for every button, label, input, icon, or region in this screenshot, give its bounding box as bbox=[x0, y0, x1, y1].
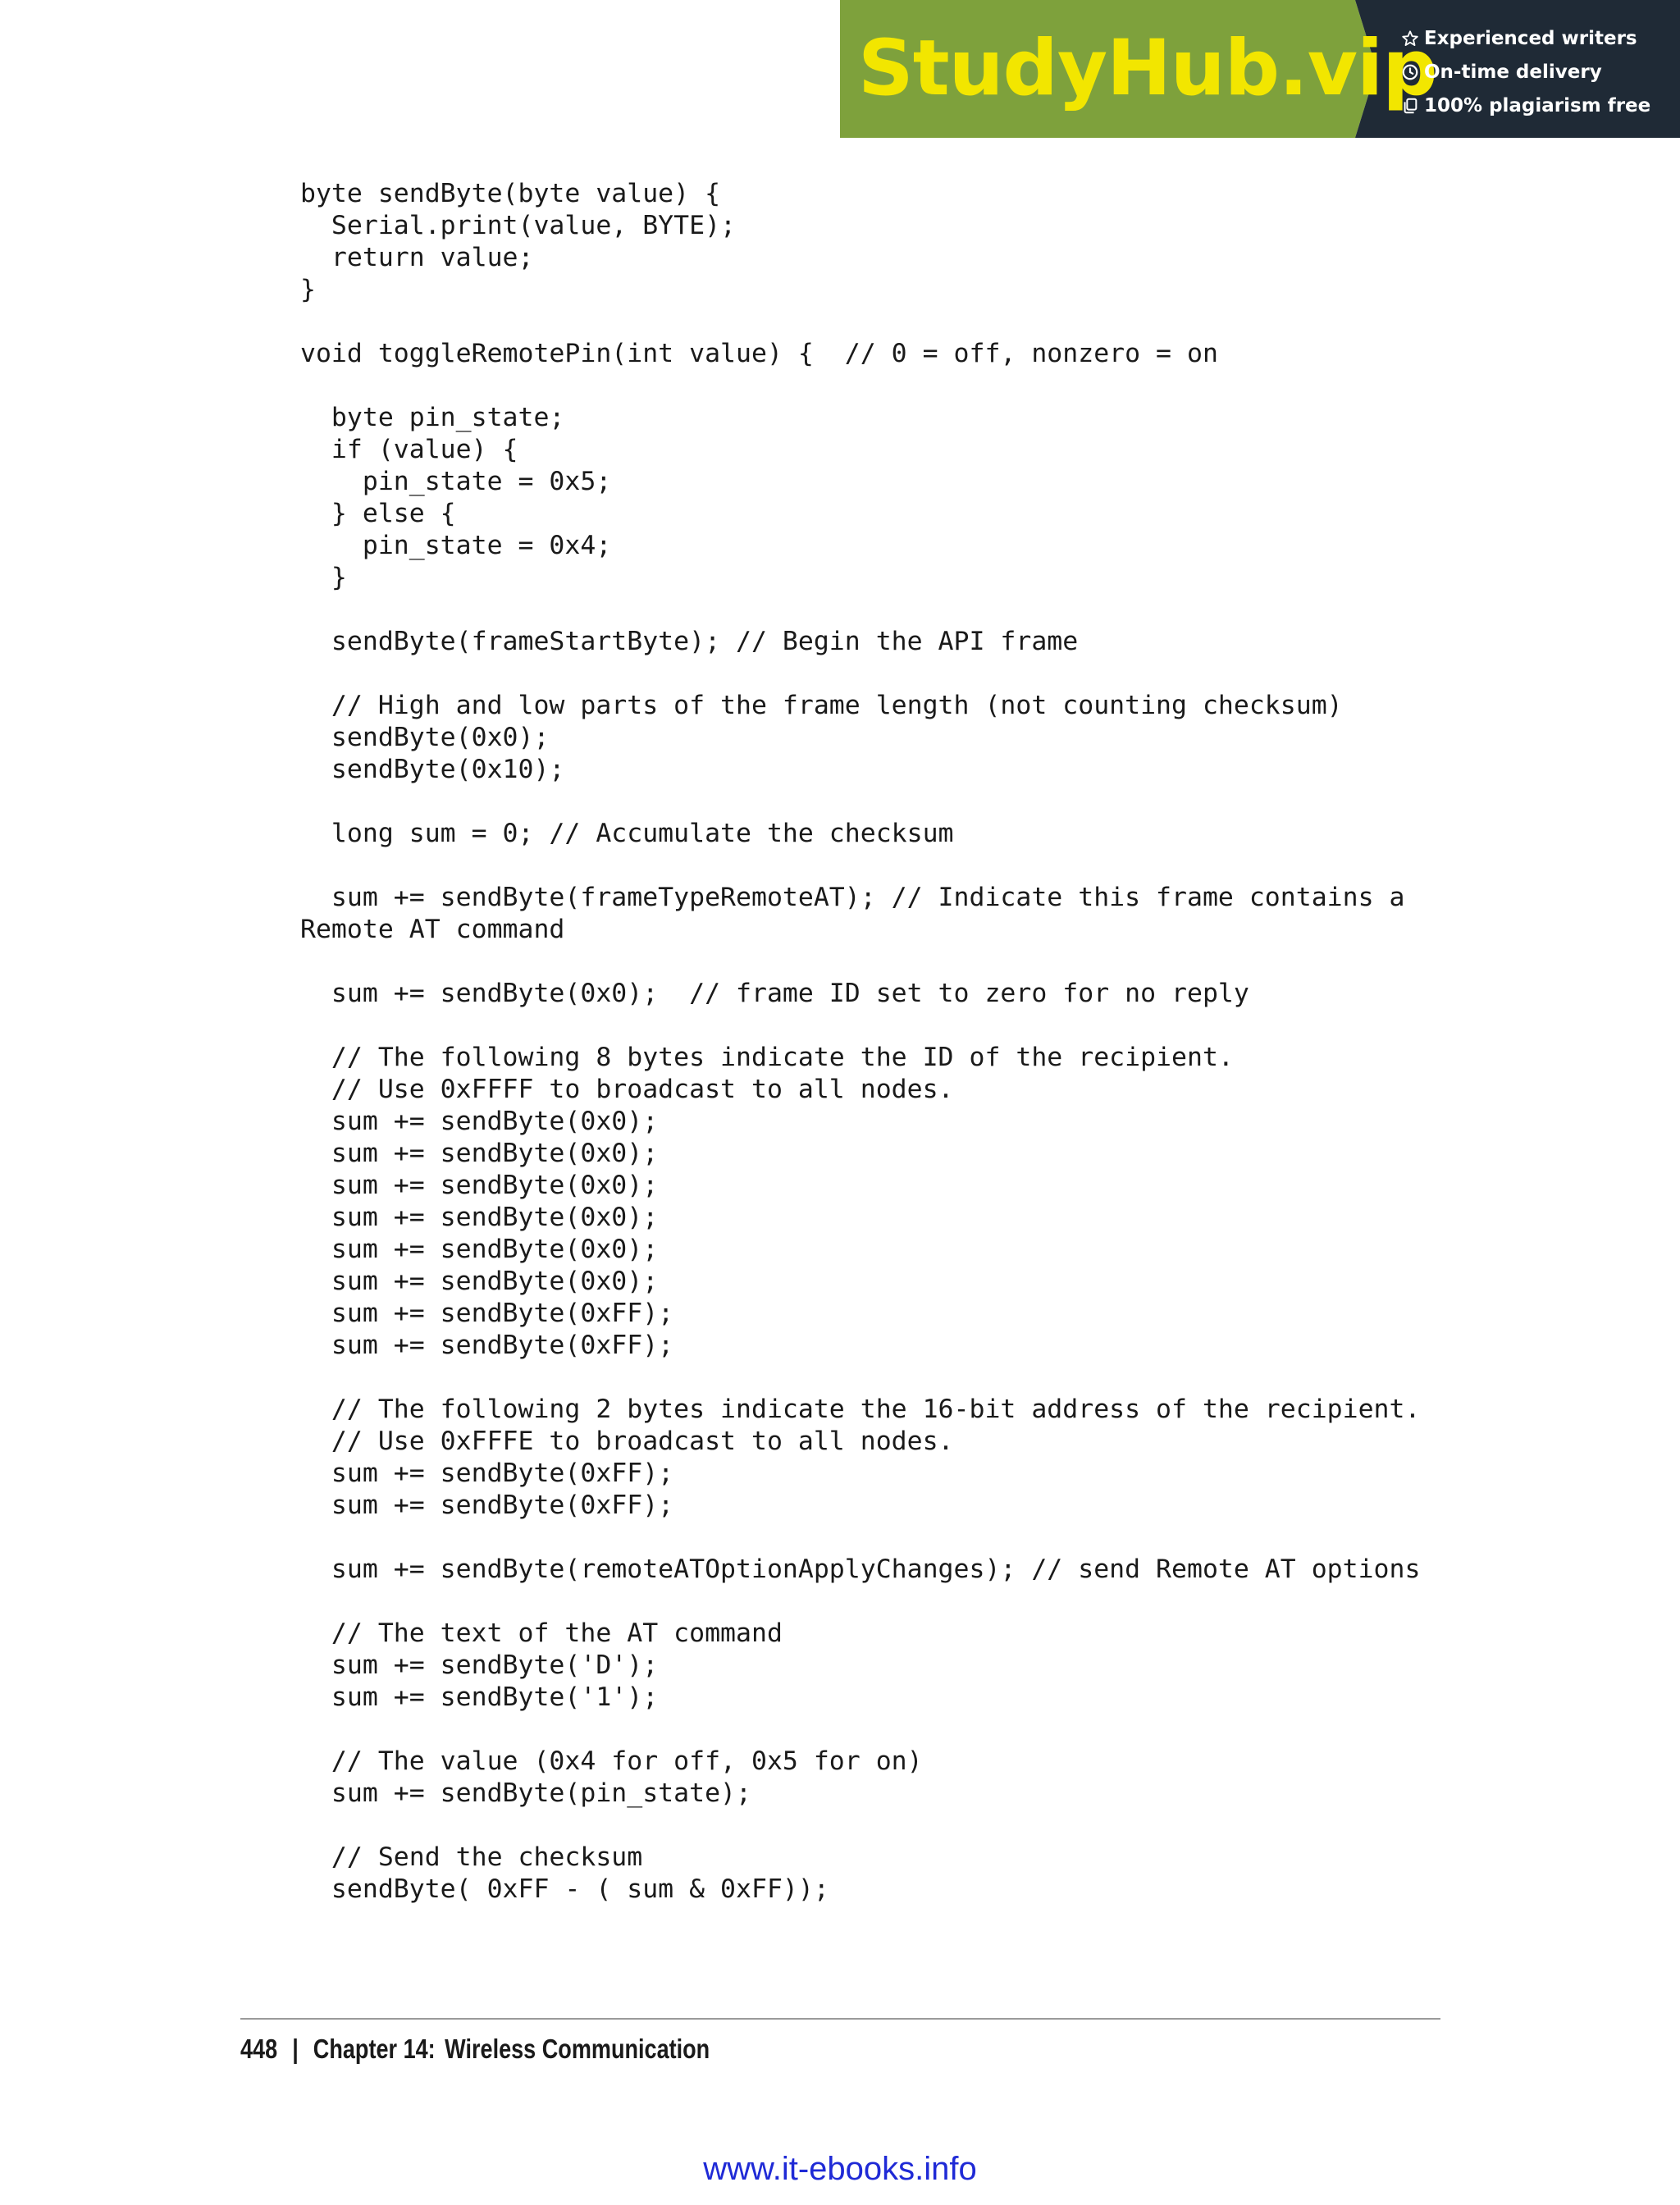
code-line: // The value (0x4 for off, 0x5 for on) bbox=[300, 1746, 923, 1776]
code-line: sum += sendByte(0x0); bbox=[300, 1203, 659, 1232]
code-line: sum += sendByte(0x0); bbox=[300, 1139, 659, 1168]
feature-experienced-writers bbox=[1401, 21, 1650, 55]
code-line: } bbox=[300, 275, 316, 304]
code-line bbox=[300, 594, 1420, 626]
page-number: 448 bbox=[240, 2034, 278, 2064]
code-line bbox=[300, 1714, 1420, 1746]
code-line: // The text of the AT command bbox=[300, 1618, 783, 1648]
code-line bbox=[300, 850, 1420, 882]
footer-separator: | bbox=[292, 2034, 299, 2064]
code-line: sendByte(0x10); bbox=[300, 755, 565, 784]
page-footer bbox=[240, 2031, 710, 2067]
code-line: // High and low parts of the frame length (not counting checksum) bbox=[300, 691, 1343, 720]
code-line: sum += sendByte(remoteATOptionApplyChanges); // send Remote AT options bbox=[300, 1554, 1421, 1584]
code-line: } else { bbox=[300, 499, 456, 528]
code-line: long sum = 0; // Accumulate the checksum bbox=[300, 819, 954, 848]
code-line: Remote AT command bbox=[300, 915, 565, 944]
banner-feature-list bbox=[1401, 21, 1650, 122]
code-line: // Use 0xFFFF to broadcast to all nodes. bbox=[300, 1075, 954, 1104]
code-line: sum += sendByte(0xFF); bbox=[300, 1331, 674, 1360]
code-line: sum += sendByte(0x0); bbox=[300, 1235, 659, 1264]
feature-label: On-time delivery bbox=[1424, 61, 1602, 83]
code-line: // The following 2 bytes indicate the 16-bit address of the recipient. bbox=[300, 1395, 1421, 1424]
chapter-title: Wireless Communication bbox=[445, 2034, 710, 2064]
code-line bbox=[300, 946, 1420, 978]
code-line: sum += sendByte(0x0); bbox=[300, 1171, 659, 1200]
code-line bbox=[300, 1810, 1420, 1842]
code-line: return value; bbox=[300, 243, 534, 272]
footer-rule bbox=[240, 2018, 1440, 2020]
code-line: sum += sendByte(0x0); bbox=[300, 1107, 659, 1136]
code-line bbox=[300, 786, 1420, 818]
studyhub-logo-text: StudyHub.vip bbox=[858, 24, 1437, 113]
code-line: sum += sendByte(0xFF); bbox=[300, 1459, 674, 1488]
star-icon bbox=[1401, 30, 1419, 48]
code-line: void toggleRemotePin(int value) { // 0 = off, nonzero = on bbox=[300, 339, 1218, 368]
code-line: sum += sendByte(0xFF); bbox=[300, 1299, 674, 1328]
studyhub-banner[interactable] bbox=[840, 0, 1680, 138]
code-line: sendByte( 0xFF - ( sum & 0xFF)); bbox=[300, 1874, 829, 1904]
code-line: Serial.print(value, BYTE); bbox=[300, 211, 737, 240]
code-line: pin_state = 0x5; bbox=[300, 467, 612, 496]
code-line bbox=[300, 1362, 1420, 1394]
code-line bbox=[300, 658, 1420, 690]
code-line bbox=[300, 1522, 1420, 1554]
code-line: // Send the checksum bbox=[300, 1842, 643, 1872]
code-line: sum += sendByte(0xFF); bbox=[300, 1491, 674, 1520]
chapter-label: Chapter 14: bbox=[313, 2034, 436, 2064]
code-line: sum += sendByte(pin_state); bbox=[300, 1778, 751, 1808]
code-line: // Use 0xFFFE to broadcast to all nodes. bbox=[300, 1427, 954, 1456]
feature-label: Experienced writers bbox=[1424, 27, 1637, 49]
code-line bbox=[300, 370, 1420, 402]
code-line bbox=[300, 306, 1420, 338]
code-line: sum += sendByte('D'); bbox=[300, 1650, 659, 1680]
clock-icon bbox=[1401, 63, 1419, 81]
code-line: sendByte(0x0); bbox=[300, 723, 550, 752]
code-line bbox=[300, 1586, 1420, 1618]
ebooks-site-link[interactable]: www.it-ebooks.info bbox=[703, 2151, 977, 2187]
code-line: sum += sendByte(frameTypeRemoteAT); // Indicate this frame contains a bbox=[300, 883, 1405, 912]
code-line: sum += sendByte(0x0); // frame ID set to zero for no reply bbox=[300, 979, 1249, 1008]
code-listing bbox=[300, 178, 1420, 1906]
code-line: sum += sendByte(0x0); bbox=[300, 1267, 659, 1296]
code-line: byte sendByte(byte value) { bbox=[300, 179, 721, 208]
feature-on-time-delivery bbox=[1401, 55, 1650, 89]
code-line: if (value) { bbox=[300, 435, 518, 464]
code-line: sendByte(frameStartByte); // Begin the API frame bbox=[300, 627, 1079, 656]
copy-icon bbox=[1401, 97, 1419, 115]
code-line bbox=[300, 1010, 1420, 1042]
feature-label: 100% plagiarism free bbox=[1424, 94, 1651, 116]
code-line: pin_state = 0x4; bbox=[300, 531, 612, 560]
code-line: byte pin_state; bbox=[300, 403, 565, 432]
feature-plagiarism-free bbox=[1401, 89, 1650, 122]
code-line: } bbox=[300, 563, 347, 592]
code-line: // The following 8 bytes indicate the ID of the recipient. bbox=[300, 1043, 1234, 1072]
code-line: sum += sendByte('1'); bbox=[300, 1682, 659, 1712]
